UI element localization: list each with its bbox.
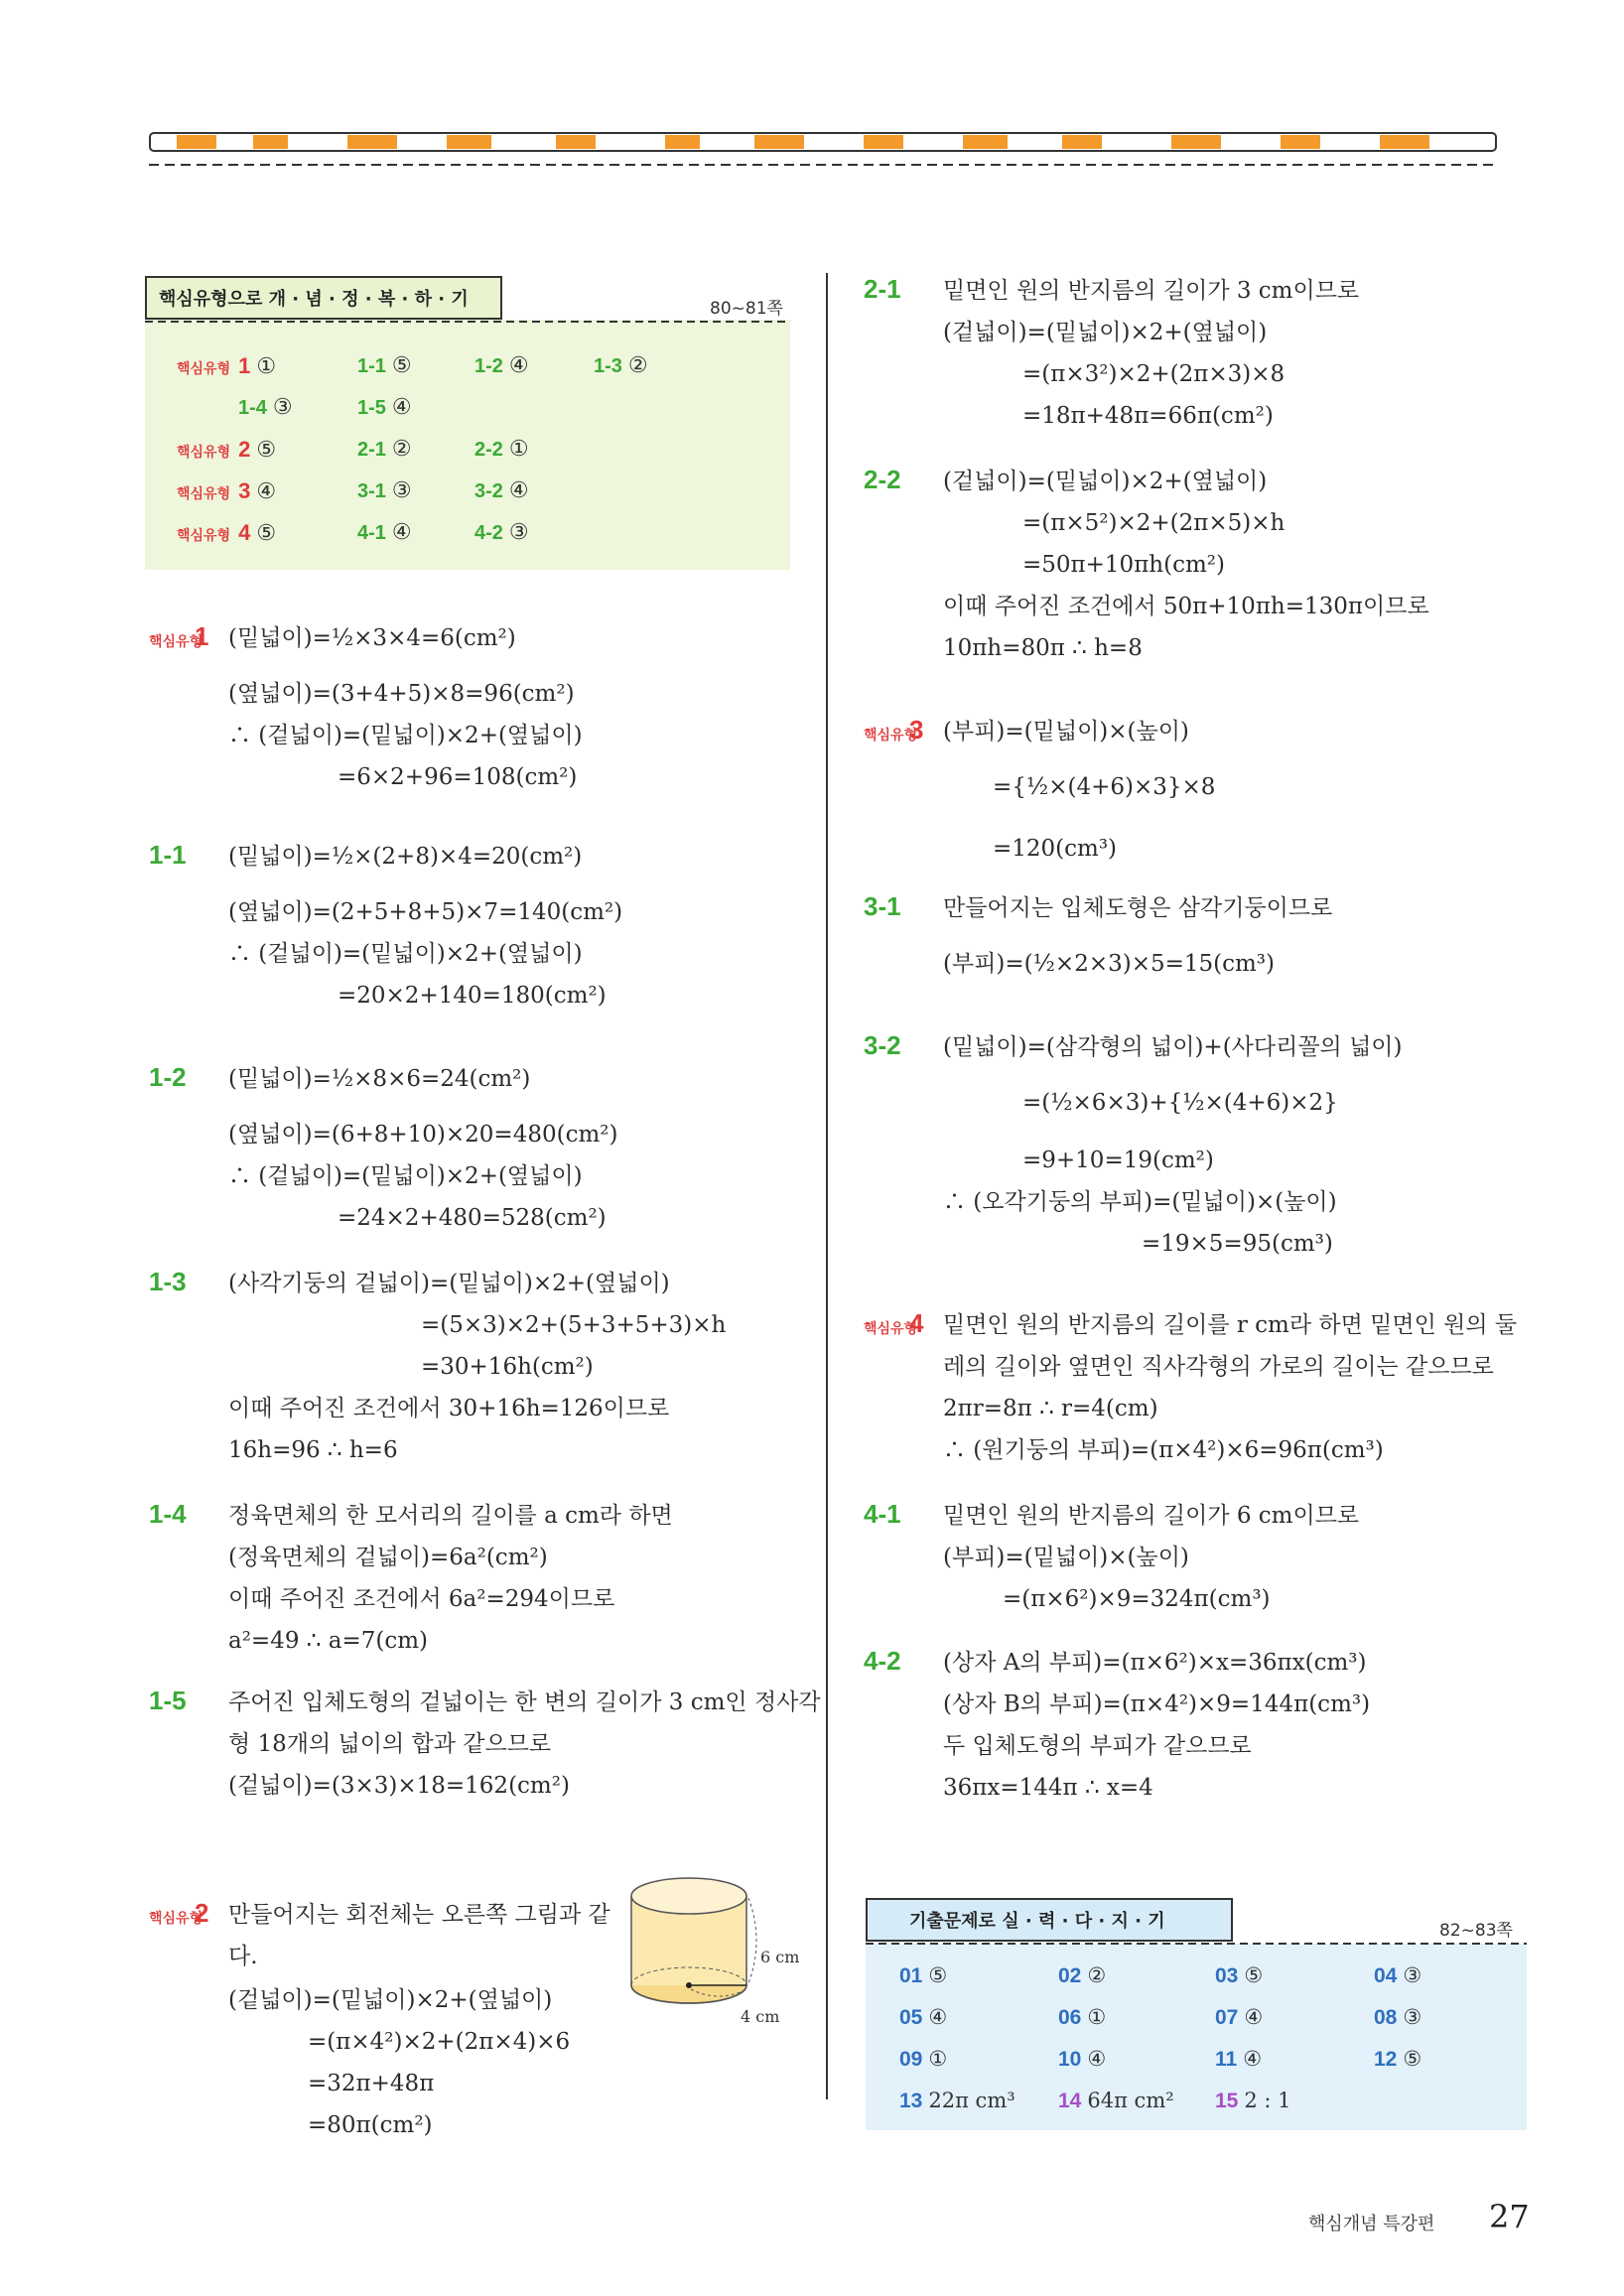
solution-line: =30+16h(cm²) [421, 1354, 594, 1380]
solution-number: 2-1 [864, 274, 901, 304]
right-section-title: 기출문제로 실 · 력 · 다 · 지 · 기 [909, 1911, 1165, 1932]
solution-number: 3-2 [864, 1030, 901, 1060]
answer-label: 3 [238, 478, 251, 503]
answer-item [899, 2089, 1015, 2113]
answer-value: ① [256, 354, 277, 379]
answer-item [177, 478, 276, 504]
answer-label: 07 [1215, 2006, 1239, 2029]
answer-item [238, 395, 293, 420]
answer-label: 1-5 [357, 397, 386, 419]
solution-line: (겉넓이)=(밑넓이)×2+(옆넓이) [228, 1987, 553, 2013]
answer-value: ④ [928, 2005, 948, 2029]
answer-label: 10 [1058, 2048, 1082, 2071]
answer-item [1374, 2005, 1421, 2030]
answer-value: ⑤ [391, 353, 412, 378]
answer-item [357, 395, 412, 420]
solution-line: =20×2+140=180(cm²) [338, 983, 607, 1009]
solution-line: =(π×4²)×2+(2π×4)×6 [308, 2029, 571, 2055]
answer-label: 1-2 [474, 355, 503, 377]
solution-line: (상자 B의 부피)=(π×4²)×9=144π(cm³) [943, 1691, 1371, 1717]
solution-number: 3-1 [864, 891, 901, 921]
answer-label: 13 [899, 2090, 923, 2112]
solution-line: 2πr=8π ∴ r=4(cm) [943, 1396, 1158, 1421]
top-decorative-stripe [149, 131, 1497, 153]
answer-item [357, 478, 412, 503]
answer-value: ④ [256, 479, 277, 504]
column-divider [826, 273, 828, 2099]
solution-line: ∴ (겉넓이)=(밑넓이)×2+(옆넓이) [228, 941, 583, 967]
solution-line: =(½×6×3)+{½×(4+6)×2} [1022, 1090, 1338, 1116]
answer-label: 2 [238, 437, 251, 462]
answer-item [177, 437, 276, 463]
answer-label: 4-1 [357, 522, 386, 544]
answer-label: 09 [899, 2048, 923, 2071]
answer-label: 2-2 [474, 439, 503, 461]
answer-value: ⑤ [256, 438, 277, 463]
answer-item [594, 353, 648, 378]
solution-number: 1-4 [149, 1499, 187, 1529]
solution-line: 밑면인 원의 반지름의 길이가 3 cm이므로 [943, 278, 1360, 304]
footer-book-title: 핵심개념 특강편 [1308, 2214, 1435, 2234]
solution-line: (밑넓이)=½×8×6=24(cm²) [228, 1066, 531, 1092]
left-page-range: 80~81쪽 [710, 299, 783, 319]
solution-line: ∴ (오각기둥의 부피)=(밑넓이)×(높이) [943, 1189, 1337, 1215]
answer-label: 14 [1058, 2090, 1082, 2112]
solution-line: 36πx=144π ∴ x=4 [943, 1775, 1153, 1801]
answer-value: ① [508, 437, 529, 462]
solution-line: (밑넓이)=½×(2+8)×4=20(cm²) [228, 844, 583, 870]
solution-line: (밑넓이)=½×3×4=6(cm²) [228, 625, 516, 651]
answer-item [474, 437, 529, 462]
solution-line: ∴ (원기둥의 부피)=(π×4²)×6=96π(cm³) [943, 1437, 1384, 1463]
solution-line: (부피)=(밑넓이)×(높이) [943, 719, 1189, 744]
answer-item [899, 1963, 947, 1988]
solution-line: (겉넓이)=(3×3)×18=162(cm²) [228, 1773, 570, 1799]
answer-item [1374, 1963, 1421, 1988]
answer-item [357, 437, 412, 462]
solution-line: =18π+48π=66π(cm²) [1022, 403, 1274, 429]
answer-label: 02 [1058, 1964, 1082, 1987]
answer-label: 1 [238, 353, 251, 378]
solution-line: a²=49 ∴ a=7(cm) [228, 1628, 428, 1654]
answer-label: 4-2 [474, 522, 503, 544]
solution-line: (밑넓이)=(삼각형의 넓이)+(사다리꼴의 넓이) [943, 1034, 1403, 1060]
answer-value: ① [928, 2047, 948, 2071]
solution-line: 두 입체도형의 부피가 같으므로 [943, 1733, 1252, 1759]
solution-line: 만들어지는 입체도형은 삼각기둥이므로 [943, 895, 1333, 921]
solution-line: 다. [228, 1944, 258, 1969]
answer-label: 15 [1215, 2090, 1239, 2112]
solution-line: =9+10=19(cm²) [1022, 1148, 1214, 1173]
answer-item [177, 520, 276, 546]
answer-label: 4 [238, 520, 251, 545]
answer-item [899, 2005, 947, 2030]
answer-item [357, 520, 412, 545]
answer-label: 3-2 [474, 480, 503, 502]
answer-tag: 핵심유형 [177, 485, 231, 501]
solution-number: 3 [909, 715, 924, 744]
solution-number: 2-2 [864, 465, 901, 494]
solution-line: (부피)=(½×2×3)×5=15(cm³) [943, 951, 1276, 977]
solution-line: =(π×3²)×2+(2π×3)×8 [1022, 361, 1286, 387]
answer-label: 11 [1215, 2048, 1238, 2071]
solution-line: ={½×(4+6)×3}×8 [993, 774, 1216, 800]
solution-line: 이때 주어진 조건에서 30+16h=126이므로 [228, 1396, 670, 1421]
solution-number: 1-1 [149, 840, 187, 870]
answer-value: ④ [508, 478, 529, 503]
solution-number: 1-5 [149, 1686, 187, 1715]
solution-number: 1 [195, 621, 209, 651]
solution-tag: 핵심유형 [149, 633, 203, 649]
answer-item [474, 520, 529, 545]
solution-line: =80π(cm²) [308, 2112, 433, 2138]
solution-line: (정육면체의 겉넓이)=6a²(cm²) [228, 1545, 548, 1570]
solution-line: 레의 길이와 옆면인 직사각형의 가로의 길이는 같으므로 [943, 1354, 1494, 1380]
answer-item [1374, 2047, 1421, 2072]
solution-line: (상자 A의 부피)=(π×6²)×x=36πx(cm³) [943, 1650, 1367, 1676]
answer-value: ③ [391, 478, 412, 503]
answer-label: 1-3 [594, 355, 622, 377]
solution-number: 4-1 [864, 1499, 901, 1529]
solution-line: =120(cm³) [993, 836, 1118, 862]
answer-label: 04 [1374, 1964, 1398, 1987]
solution-line: =(π×5²)×2+(2π×5)×h [1022, 510, 1286, 536]
answer-item [177, 353, 276, 379]
answer-value: ② [391, 437, 412, 462]
solution-line: (겉넓이)=(밑넓이)×2+(옆넓이) [943, 469, 1268, 494]
solution-number: 4 [909, 1308, 924, 1338]
cylinder-radius-label: 4 cm [741, 2007, 780, 2026]
answer-label: 01 [899, 1964, 923, 1987]
solution-line: 이때 주어진 조건에서 50π+10πh=130π이므로 [943, 594, 1429, 619]
solution-line: ∴ (겉넓이)=(밑넓이)×2+(옆넓이) [228, 723, 583, 748]
answer-value: ⑤ [1403, 2047, 1422, 2071]
answer-tag: 핵심유형 [177, 527, 231, 543]
answer-value: ⑤ [256, 521, 277, 546]
answer-item [357, 353, 412, 378]
answer-item [474, 478, 529, 503]
solution-line: (옆넓이)=(3+4+5)×8=96(cm²) [228, 681, 575, 707]
solution-line: =(5×3)×2+(5+3+5+3)×h [421, 1312, 727, 1338]
answer-value: ④ [391, 395, 412, 420]
answer-value: ② [1087, 1963, 1107, 1987]
answer-label: 05 [899, 2006, 923, 2029]
solution-line: =19×5=95(cm³) [1142, 1231, 1333, 1257]
answer-label: 1-1 [357, 355, 386, 377]
page-number: 27 [1489, 2198, 1530, 2235]
solution-number: 4-2 [864, 1646, 901, 1676]
answer-item [1215, 2089, 1291, 2113]
solution-line: 밑면인 원의 반지름의 길이를 r cm라 하면 밑면인 원의 둘 [943, 1312, 1518, 1338]
cylinder-height-label: 6 cm [760, 1948, 800, 1966]
answer-value: ③ [508, 520, 529, 545]
solution-line: 10πh=80π ∴ h=8 [943, 635, 1143, 661]
solution-line: 정육면체의 한 모서리의 길이를 a cm라 하면 [228, 1503, 673, 1529]
answer-value: 64π cm² [1087, 2089, 1174, 2112]
solution-line: 이때 주어진 조건에서 6a²=294이므로 [228, 1586, 615, 1612]
answer-value: ④ [391, 520, 412, 545]
answer-item [1215, 1963, 1263, 1988]
answer-item [1058, 2005, 1106, 2030]
solution-tag: 핵심유형 [149, 1910, 203, 1926]
answer-value: ② [627, 353, 648, 378]
solution-line: 밑면인 원의 반지름의 길이가 6 cm이므로 [943, 1503, 1360, 1529]
answer-label: 06 [1058, 2006, 1082, 2029]
solution-line: =24×2+480=528(cm²) [338, 1205, 607, 1231]
answer-label: 08 [1374, 2006, 1398, 2029]
solution-line: (옆넓이)=(2+5+8+5)×7=140(cm²) [228, 899, 623, 925]
answer-value: ④ [1243, 2047, 1263, 2071]
left-header-dash [145, 320, 790, 324]
solution-number: 1-2 [149, 1062, 187, 1092]
answer-item [474, 353, 529, 378]
answer-value: ③ [1403, 1963, 1422, 1987]
answer-value: ⑤ [928, 1963, 948, 1987]
solution-line: (겉넓이)=(밑넓이)×2+(옆넓이) [943, 320, 1268, 345]
answer-value: ④ [508, 353, 529, 378]
solution-line: 만들어지는 회전체는 오른쪽 그림과 같 [228, 1902, 610, 1928]
solution-number: 1-3 [149, 1267, 187, 1296]
solution-line: ∴ (겉넓이)=(밑넓이)×2+(옆넓이) [228, 1163, 583, 1189]
solution-line: 형 18개의 넓이의 합과 같으므로 [228, 1731, 552, 1757]
answer-value: ⑤ [1244, 1963, 1264, 1987]
answer-tag: 핵심유형 [177, 444, 231, 460]
answer-item [899, 2047, 947, 2072]
top-dashed-line [149, 161, 1497, 169]
answer-tag: 핵심유형 [177, 360, 231, 376]
solution-line: (옆넓이)=(6+8+10)×20=480(cm²) [228, 1122, 618, 1148]
solution-line: =50π+10πh(cm²) [1022, 552, 1225, 578]
answer-label: 2-1 [357, 439, 386, 461]
answer-value: ① [1087, 2005, 1107, 2029]
answer-label: 1-4 [238, 397, 267, 419]
solution-line: 주어진 입체도형의 겉넓이는 한 변의 길이가 3 cm인 정사각 [228, 1689, 821, 1715]
answer-item [1058, 2047, 1106, 2072]
answer-label: 3-1 [357, 480, 386, 502]
solution-line: 16h=96 ∴ h=6 [228, 1437, 398, 1463]
answer-label: 03 [1215, 1964, 1239, 1987]
answer-value: ③ [1403, 2005, 1422, 2029]
answer-value: ③ [272, 395, 293, 420]
solution-line: =6×2+96=108(cm²) [338, 764, 578, 790]
answer-value: ④ [1244, 2005, 1264, 2029]
solution-line: =(π×6²)×9=324π(cm³) [1003, 1586, 1271, 1612]
answer-item [1215, 2005, 1263, 2030]
answer-value: ④ [1087, 2047, 1107, 2071]
solution-line: =32π+48π [308, 2071, 435, 2096]
answer-label: 12 [1374, 2048, 1398, 2071]
answer-item [1058, 1963, 1106, 1988]
solution-line: (부피)=(밑넓이)×(높이) [943, 1545, 1189, 1570]
right-page-range: 82~83쪽 [1439, 1921, 1513, 1941]
answer-value: 2 : 1 [1244, 2089, 1291, 2112]
answer-value: 22π cm³ [928, 2089, 1015, 2112]
solution-tag: 핵심유형 [864, 1320, 918, 1336]
right-header-dash [866, 1942, 1527, 1946]
answer-item [1058, 2089, 1174, 2113]
answer-item [1215, 2047, 1262, 2072]
left-section-title: 핵심유형으로 개 · 념 · 정 · 복 · 하 · 기 [159, 289, 469, 310]
solution-line: (사각기둥의 겉넓이)=(밑넓이)×2+(옆넓이) [228, 1271, 670, 1296]
solution-tag: 핵심유형 [864, 727, 918, 743]
solution-number: 2 [195, 1898, 209, 1928]
